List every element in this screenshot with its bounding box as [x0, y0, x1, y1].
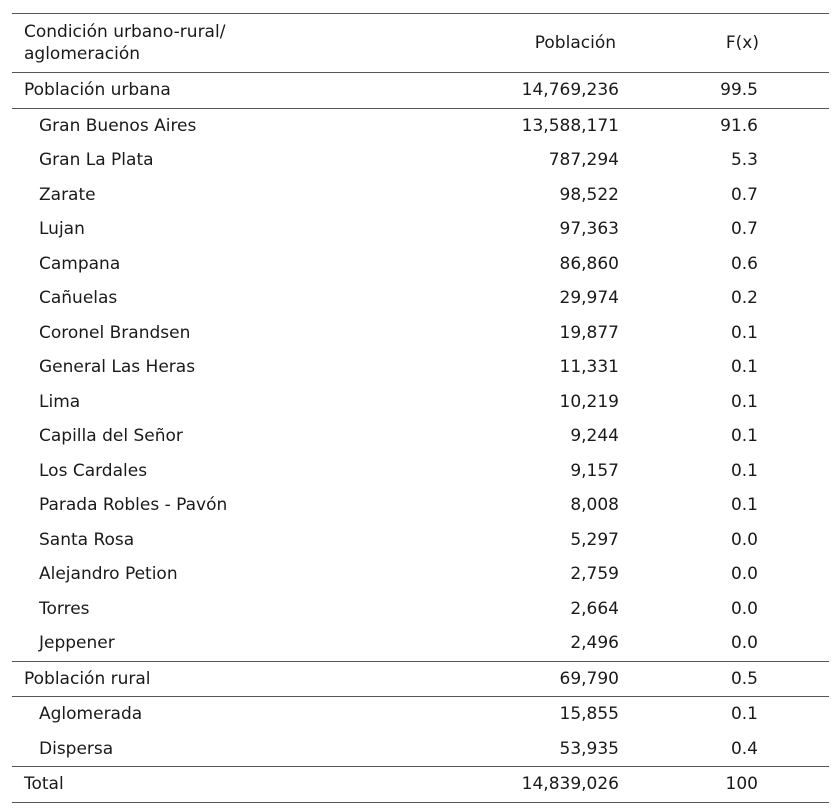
table-row [12, 350, 829, 385]
row-name: Torres [39, 598, 90, 619]
table-row [12, 385, 829, 420]
row-population: 53,935 [559, 738, 619, 759]
row-name: Jeppener [39, 633, 115, 653]
rural-fx: 0.5 [730, 668, 758, 689]
table-row [12, 212, 829, 247]
urban-fx: 99.5 [720, 80, 758, 100]
table-row [12, 626, 829, 661]
row-fx: 0.7 [730, 219, 758, 239]
total-label: Total [24, 774, 64, 794]
row-population: 2,759 [570, 564, 619, 584]
rural-total-row [12, 661, 829, 698]
row-name: Zarate [39, 184, 96, 205]
table-row [12, 732, 829, 767]
row-fx: 0.0 [730, 529, 758, 550]
header-condition: Condición urbano-rural/ aglomeración [24, 22, 226, 64]
rural-label: Población rural [24, 668, 151, 689]
table-row [12, 143, 829, 178]
row-name: Gran La Plata [39, 150, 154, 170]
row-name: Gran Buenos Aires [39, 115, 197, 136]
row-population: 9,157 [570, 460, 619, 481]
table-row [12, 316, 829, 351]
row-fx: 0.1 [730, 426, 758, 446]
table-row [12, 109, 829, 144]
table-header [12, 13, 829, 73]
table-row [12, 419, 829, 454]
total-fx: 100 [725, 774, 758, 794]
table-row [12, 178, 829, 213]
row-population: 13,588,171 [521, 115, 619, 136]
header-fx: F(x) [725, 33, 759, 53]
row-fx: 91.6 [720, 115, 758, 136]
row-name: Alejandro Petion [39, 564, 178, 584]
row-name: Lima [39, 391, 81, 412]
row-population: 29,974 [559, 288, 619, 308]
row-name: Lujan [39, 219, 85, 239]
row-name: Capilla del Señor [39, 426, 183, 446]
row-name: Dispersa [39, 738, 114, 759]
row-population: 19,877 [559, 322, 619, 343]
row-fx: 0.6 [730, 253, 758, 274]
total-row [12, 766, 829, 803]
row-fx: 0.0 [730, 633, 758, 653]
table-row [12, 557, 829, 592]
header-population: Población [534, 33, 616, 53]
row-fx: 0.0 [730, 564, 758, 584]
table-row [12, 592, 829, 627]
row-fx: 0.2 [730, 288, 758, 308]
table-row [12, 281, 829, 316]
row-population: 86,860 [559, 253, 619, 274]
row-name: Coronel Brandsen [39, 322, 191, 343]
row-fx: 0.1 [730, 495, 758, 515]
row-population: 2,496 [570, 633, 619, 653]
row-name: Santa Rosa [39, 529, 135, 550]
table-row [12, 488, 829, 523]
row-population: 8,008 [570, 495, 619, 515]
row-name: Parada Robles - Pavón [39, 495, 228, 515]
row-fx: 0.7 [730, 184, 758, 205]
row-population: 10,219 [559, 391, 619, 412]
row-name: General Las Heras [39, 357, 196, 377]
row-population: 11,331 [559, 357, 619, 377]
table-row [12, 523, 829, 558]
row-population: 787,294 [548, 150, 619, 170]
row-name: Los Cardales [39, 460, 148, 481]
row-fx: 0.1 [730, 460, 758, 481]
row-fx: 0.1 [730, 391, 758, 412]
row-fx: 5.3 [730, 150, 758, 170]
row-population: 9,244 [570, 426, 619, 446]
row-population: 2,664 [570, 598, 619, 619]
urban-population: 14,769,236 [521, 80, 619, 100]
table-row [12, 247, 829, 282]
row-population: 97,363 [559, 219, 619, 239]
table-row [12, 454, 829, 489]
row-fx: 0.1 [730, 704, 758, 724]
row-fx: 0.1 [730, 357, 758, 377]
population-table [12, 13, 829, 803]
row-fx: 0.0 [730, 598, 758, 619]
row-population: 98,522 [559, 184, 619, 205]
row-population: 15,855 [559, 704, 619, 724]
row-name: Cañuelas [39, 288, 118, 308]
table-row [12, 697, 829, 732]
total-population: 14,839,026 [521, 774, 619, 794]
row-fx: 0.1 [730, 322, 758, 343]
urban-items [12, 109, 829, 661]
rural-population: 69,790 [559, 668, 619, 689]
urban-label: Población urbana [24, 80, 171, 100]
rural-items [12, 697, 829, 766]
row-name: Aglomerada [39, 704, 143, 724]
row-population: 5,297 [570, 529, 619, 550]
urban-total-row [12, 73, 829, 109]
row-name: Campana [39, 253, 121, 274]
row-fx: 0.4 [730, 738, 758, 759]
